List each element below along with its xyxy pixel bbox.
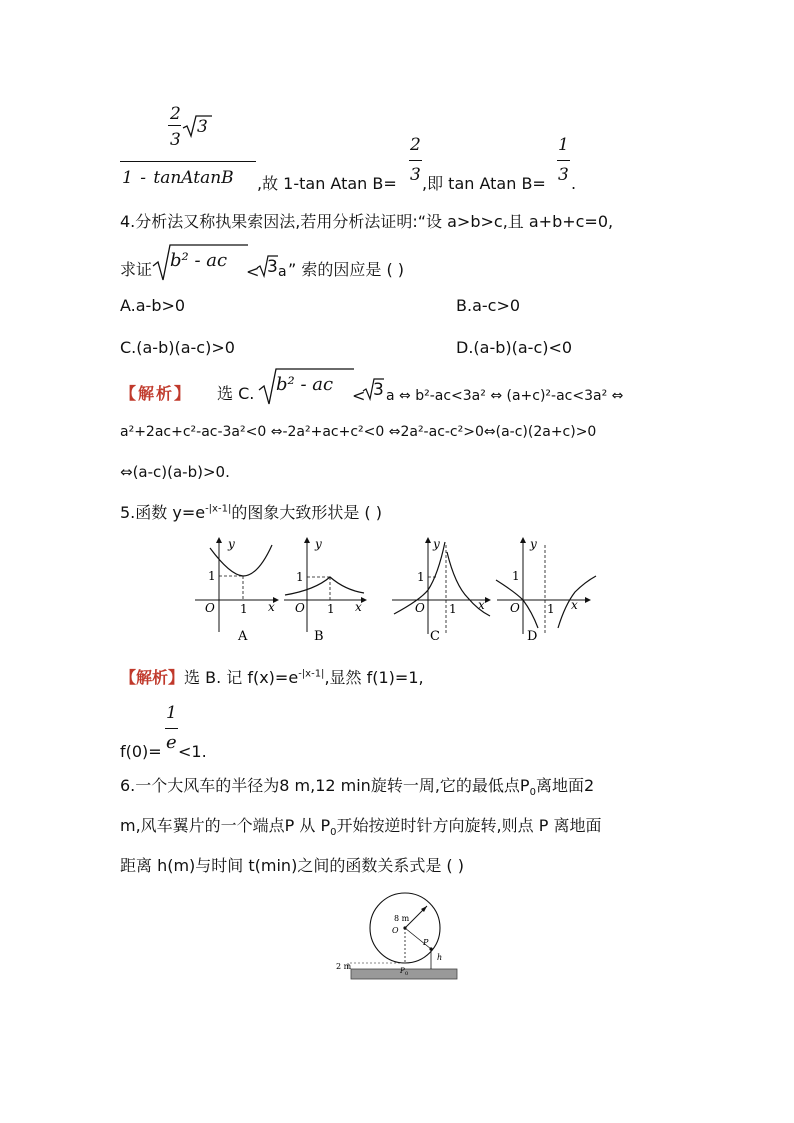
q5-analysis: [120, 668, 424, 688]
fig-p0-sub: 0: [405, 971, 409, 977]
q5-f0-denominator: e: [166, 732, 177, 753]
q4-answer-radicand: b² - ac: [276, 374, 334, 395]
q4-answer-less-than: <: [352, 386, 366, 405]
q6-line2-rest: 开始按逆时针方向旋转,则点 P 离地面: [336, 816, 602, 835]
q6-line1-end: 离地面2: [535, 776, 595, 795]
q4-sqrt3-radicand: 3: [267, 257, 278, 277]
graph-d[interactable]: [496, 537, 596, 644]
graph-c-one-y: 1: [417, 570, 425, 584]
graph-d-origin: O: [510, 601, 520, 615]
graph-c-label: C: [430, 629, 440, 644]
graph-d-one-y: 1: [512, 569, 520, 583]
fraction3-denominator: 3: [558, 165, 569, 185]
graph-a-label: A: [238, 629, 248, 644]
graph-d-y-label: y: [530, 537, 537, 551]
graph-b-label: B: [314, 629, 324, 644]
main-fraction-denominator: 1 - tanAtanB: [122, 168, 234, 188]
q4-answer-line3: ⇔(a-c)(a-b)>0.: [120, 463, 230, 481]
graph-c[interactable]: [392, 537, 490, 644]
q5-f0-bar: [165, 728, 178, 729]
graph-d-one-x: 1: [547, 602, 555, 616]
graph-b-y-label: y: [315, 537, 322, 551]
frac-numerator-2: 2: [170, 104, 181, 124]
q6-line1-sub: 0: [529, 787, 536, 799]
q4-answer-rest: a ⇔ b²-ac<3a² ⇔ (a+c)²-ac<3a² ⇔: [386, 388, 624, 404]
text-therefore: ,故 1-tan Atan B=: [257, 174, 397, 193]
q6-line1: [120, 776, 595, 799]
q4-prove-prefix: 求证: [120, 260, 153, 279]
fig-h-label: h: [437, 953, 443, 962]
graph-b-one-x: 1: [327, 602, 335, 616]
graph-a-one-x: 1: [240, 602, 248, 616]
q4-option-d[interactable]: D.(a-b)(a-c)<0: [456, 338, 573, 357]
q5-f0-suffix: <1.: [178, 742, 207, 761]
q5-f0-prefix: f(0)=: [120, 742, 162, 761]
q4-radicand: b² - ac: [170, 250, 228, 271]
q6-line2: [120, 816, 602, 839]
q6-line3: 距离 h(m)与时间 t(min)之间的函数关系式是 ( ): [120, 856, 464, 875]
graph-b-origin: O: [295, 601, 305, 615]
final-period: .: [571, 174, 577, 193]
q5-analysis-part1: 选 B. 记 f(x)=e: [184, 668, 299, 687]
fig-p-label: P: [423, 938, 429, 947]
fraction2-numerator: 2: [410, 135, 421, 155]
text-namely: ,即 tan Atan B=: [422, 174, 546, 193]
q6-line2-sub: 0: [330, 827, 337, 839]
fig-2m-label: 2 m: [336, 962, 352, 971]
q4-answer-sqrt3-radicand: 3: [373, 380, 384, 400]
main-fraction-bar: [120, 161, 256, 162]
fig-radius-label: 8 m: [394, 914, 410, 923]
q4-option-b[interactable]: B.a-c>0: [456, 296, 521, 315]
graph-c-y-label: y: [433, 537, 440, 551]
q5-stem-exponent: -|x-1|: [205, 503, 232, 515]
graph-a-x-label: x: [268, 600, 275, 614]
fraction3-numerator: 1: [558, 135, 569, 155]
q5-stem-part1: 5.函数 y=e: [120, 503, 206, 522]
fraction3-bar: [557, 160, 570, 161]
q4-analysis-tag: 【解析】: [120, 384, 193, 403]
q5-stem-part2: 的图象大致形状是 ( ): [231, 503, 382, 522]
q4-option-c[interactable]: C.(a-b)(a-c)>0: [120, 338, 235, 357]
q5-analysis-part2: ,显然 f(1)=1,: [324, 668, 424, 687]
sqrt-radicand: 3: [197, 117, 208, 137]
graph-b[interactable]: [284, 537, 366, 644]
q6-line1-text: 6.一个大风车的半径为8 m,12 min旋转一周,它的最低点P: [120, 776, 530, 795]
fraction2-bar: [409, 160, 422, 161]
q5-analysis-tag: 【解析】: [120, 668, 185, 687]
graph-a-y-label: y: [228, 537, 235, 551]
q4-answer-line2: a²+2ac+c²-ac-3a²<0 ⇔-2a²+ac+c²<0 ⇔2a²-ac-c²>0⇔(a-c)(2a+c)>0: [120, 424, 597, 440]
q4-less-than: <: [246, 262, 260, 281]
fraction2-denominator: 3: [410, 165, 421, 185]
fig-p0-label: P: [400, 967, 405, 975]
graph-c-origin: O: [415, 601, 425, 615]
q5-stem: [120, 503, 382, 523]
q4-stem-line1: 4.分析法又称执果索因法,若用分析法证明:“设 a>b>c,且 a+b+c=0,: [120, 212, 614, 231]
q5-graphs: [190, 530, 610, 645]
q5-analysis-exponent: -|x-1|: [298, 668, 325, 680]
q5-f0-numerator: 1: [166, 703, 177, 723]
graph-c-one-x: 1: [449, 602, 457, 616]
frac-bar-small: [168, 125, 181, 126]
frac-numerator-3: 3: [170, 130, 181, 150]
graph-a[interactable]: [195, 537, 278, 644]
graph-a-one-y: 1: [208, 569, 216, 583]
q4-a: a: [278, 264, 287, 280]
graph-a-origin: O: [205, 601, 215, 615]
q6-windmill-figure: [330, 890, 470, 990]
q4-answer-select: 选 C.: [217, 384, 255, 403]
q4-option-a[interactable]: A.a-b>0: [120, 296, 186, 315]
graph-d-label: D: [527, 629, 538, 644]
graph-b-one-y: 1: [296, 570, 304, 584]
graph-b-x-label: x: [355, 600, 362, 614]
q6-line2-text: m,风车翼片的一个端点P 从 P: [120, 816, 331, 835]
fig-o-label: O: [392, 926, 399, 935]
graph-c-x-label: x: [478, 598, 485, 612]
q4-prove-suffix: ” 索的因应是 ( ): [288, 260, 405, 279]
graph-d-x-label: x: [571, 598, 578, 612]
